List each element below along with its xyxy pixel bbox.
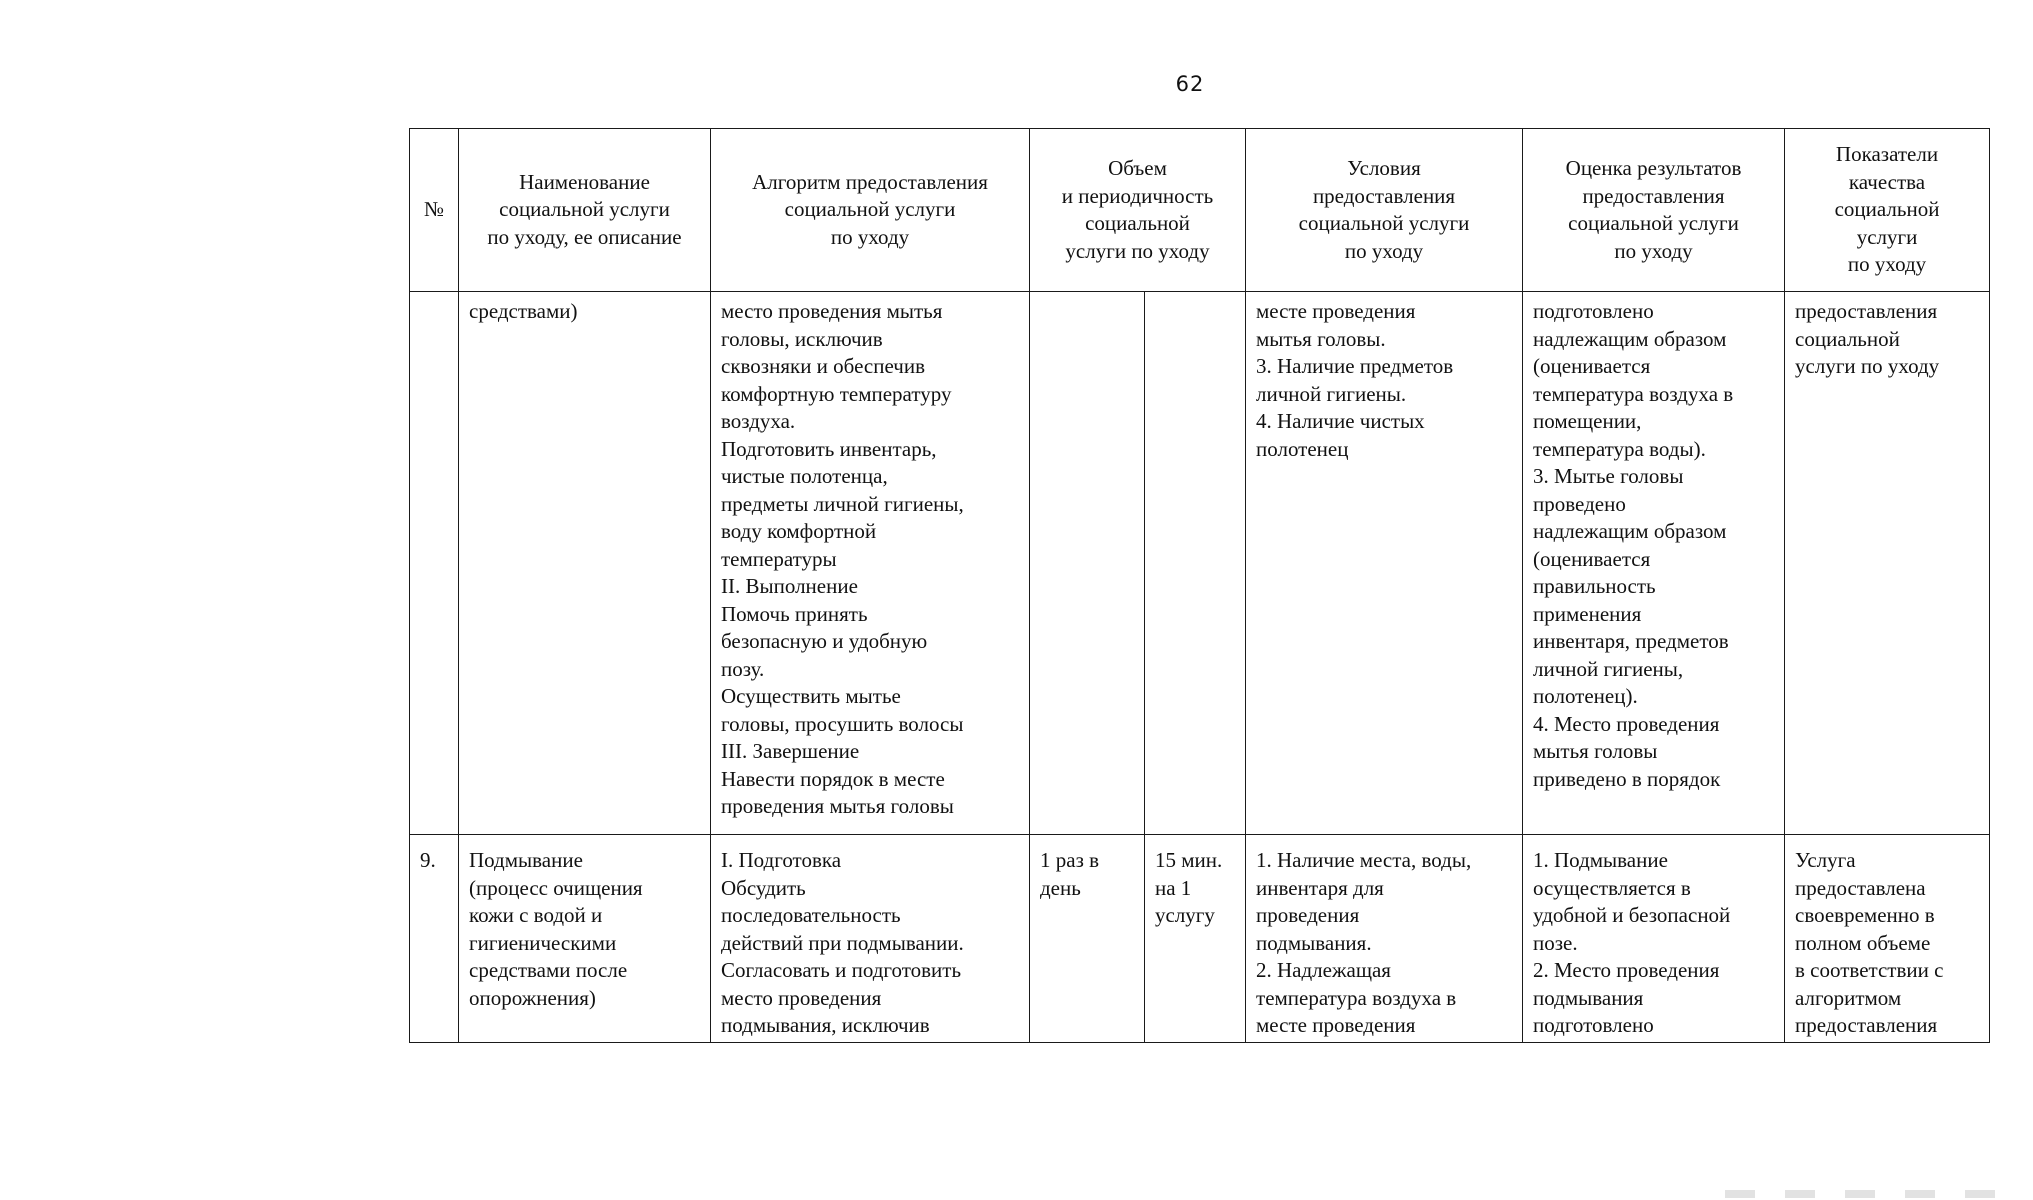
row-evaluation: подготовлено надлежащим образом (оценивается температура воздуха в помещении, температура воды). 3. Мытье головы проведено надлежащим образом (оценивается правильность применения инвентаря, предметов личной гигиены, полотенец). 4. Место проведения мытья головы приведено в порядок [1523, 292, 1785, 835]
row-number: 9. [410, 835, 459, 1043]
page-number: 62 [1175, 72, 1205, 96]
row-service-name: Подмывание (процесс очищения кожи с водой и гигиеническими средствами после опорожнения) [459, 835, 711, 1043]
row-evaluation: 1. Подмывание осуществляется в удобной и безопасной позе. 2. Место проведения подмывания подготовлено [1523, 835, 1785, 1043]
header-number: № [410, 129, 459, 292]
header-evaluation: Оценка результатов предоставления социальной услуги по уходу [1523, 129, 1785, 292]
row-algorithm: место проведения мытья головы, исключив сквозняки и обеспечив комфортную температуру воздуха. Подготовить инвентарь, чистые полотенца, предметы личной гигиены, воду комфортной температуры II. Выполнение Помочь принять безопасную и удобную позу. Осуществить мытье головы, просушить волосы III. Завершение Навести порядок в месте проведения мытья головы [711, 292, 1030, 835]
table-row [410, 292, 1990, 835]
row-algorithm: I. Подготовка Обсудить последовательность действий при подмывании. Согласовать и подготовить место проведения подмывания, исключив [711, 835, 1030, 1043]
header-service-name: Наименование социальной услуги по уходу, ее описание [459, 129, 711, 292]
row-frequency [1030, 292, 1145, 835]
row-duration: 15 мин. на 1 услугу [1145, 835, 1246, 1043]
table-row [410, 835, 1990, 1043]
row-service-name: средствами) [459, 292, 711, 835]
row-quality: Услуга предоставлена своевременно в полном объеме в соответствии с алгоритмом предоставления [1785, 835, 1990, 1043]
row-frequency: 1 раз в день [1030, 835, 1145, 1043]
header-volume: Объем и периодичность социальной услуги по уходу [1030, 129, 1246, 292]
row-conditions: месте проведения мытья головы. 3. Наличие предметов личной гигиены. 4. Наличие чистых полотенец [1246, 292, 1523, 835]
header-algorithm: Алгоритм предоставления социальной услуги по уходу [711, 129, 1030, 292]
scan-artifact [1725, 1190, 2025, 1198]
row-number [410, 292, 459, 835]
row-quality: предоставления социальной услуги по уходу [1785, 292, 1990, 835]
header-quality: Показатели качества социальной услуги по уходу [1785, 129, 1990, 292]
row-conditions: 1. Наличие места, воды, инвентаря для проведения подмывания. 2. Надлежащая температура воздуха в месте проведения [1246, 835, 1523, 1043]
row-duration [1145, 292, 1246, 835]
header-conditions: Условия предоставления социальной услуги по уходу [1246, 129, 1523, 292]
services-table [409, 128, 1990, 1043]
table-header-row [410, 129, 1990, 292]
